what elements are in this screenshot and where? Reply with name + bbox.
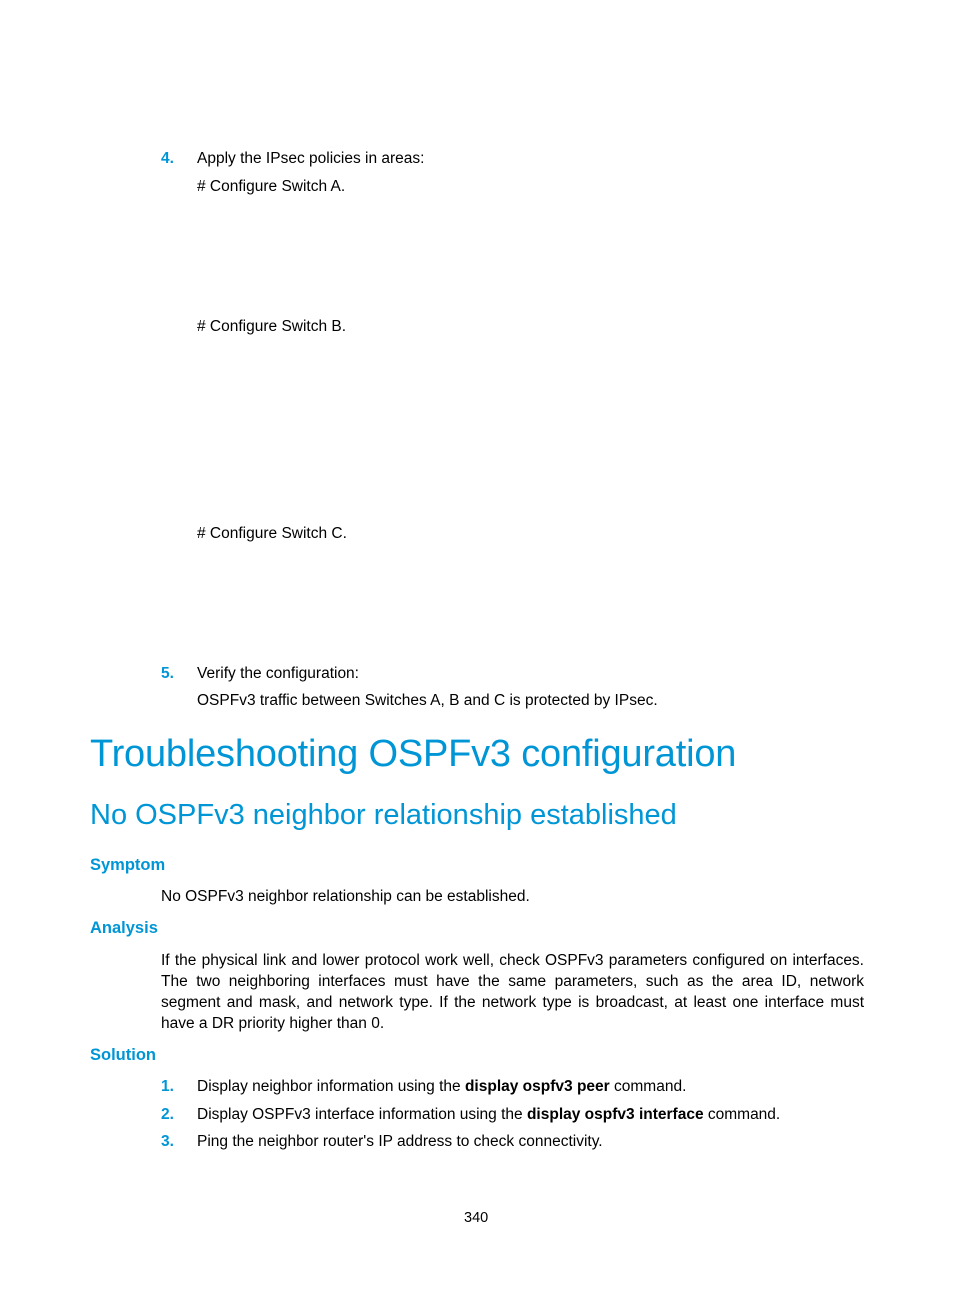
- page-number: 340: [464, 1210, 489, 1226]
- solution-step-3-text: Ping the neighbor router's IP address to check connectivity.: [197, 1133, 603, 1150]
- solution-step-2-text: Display OSPFv3 interface information using the display ospfv3 interface command.: [197, 1106, 781, 1123]
- solution-step-1-text: Display neighbor information using the display ospfv3 peer command.: [197, 1078, 687, 1095]
- symptom-heading: Symptom: [90, 856, 166, 874]
- analysis-paragraph: If the physical link and lower protocol work well, check OSPFv3 parameters configured on interfaces. The two neighboring interfaces must have the same parameters, such as the area ID, network segment and mask, and network type. If the network type is broadcast, at least one interface must have a DR priority higher than 0.: [161, 952, 864, 1032]
- section-title: Troubleshooting OSPFv3 configuration: [90, 733, 737, 775]
- solution-step-3-number: 3.: [161, 1133, 174, 1150]
- solution-step-2-number: 2.: [161, 1106, 174, 1123]
- step-4-text: Apply the IPsec policies in areas:: [197, 150, 425, 167]
- step-5-number: 5.: [161, 665, 174, 682]
- step-4-number: 4.: [161, 150, 174, 167]
- configure-switch-c-note: # Configure Switch C.: [197, 525, 347, 542]
- command-display-ospfv3-interface: display ospfv3 interface: [526, 1106, 704, 1123]
- subsection-title: No OSPFv3 neighbor relationship established: [90, 799, 677, 831]
- solution-heading: Solution: [90, 1046, 156, 1064]
- step-5-text: Verify the configuration:: [197, 665, 359, 682]
- command-display-ospfv3-peer: display ospfv3 peer: [464, 1078, 610, 1095]
- solution-step-1-number: 1.: [161, 1078, 174, 1095]
- analysis-heading: Analysis: [90, 919, 158, 937]
- configure-switch-a-note: # Configure Switch A.: [197, 178, 346, 195]
- symptom-text: No OSPFv3 neighbor relationship can be established.: [161, 888, 530, 905]
- configure-switch-b-note: # Configure Switch B.: [197, 318, 347, 335]
- verify-result-text: OSPFv3 traffic between Switches A, B and C is protected by IPsec.: [197, 692, 658, 709]
